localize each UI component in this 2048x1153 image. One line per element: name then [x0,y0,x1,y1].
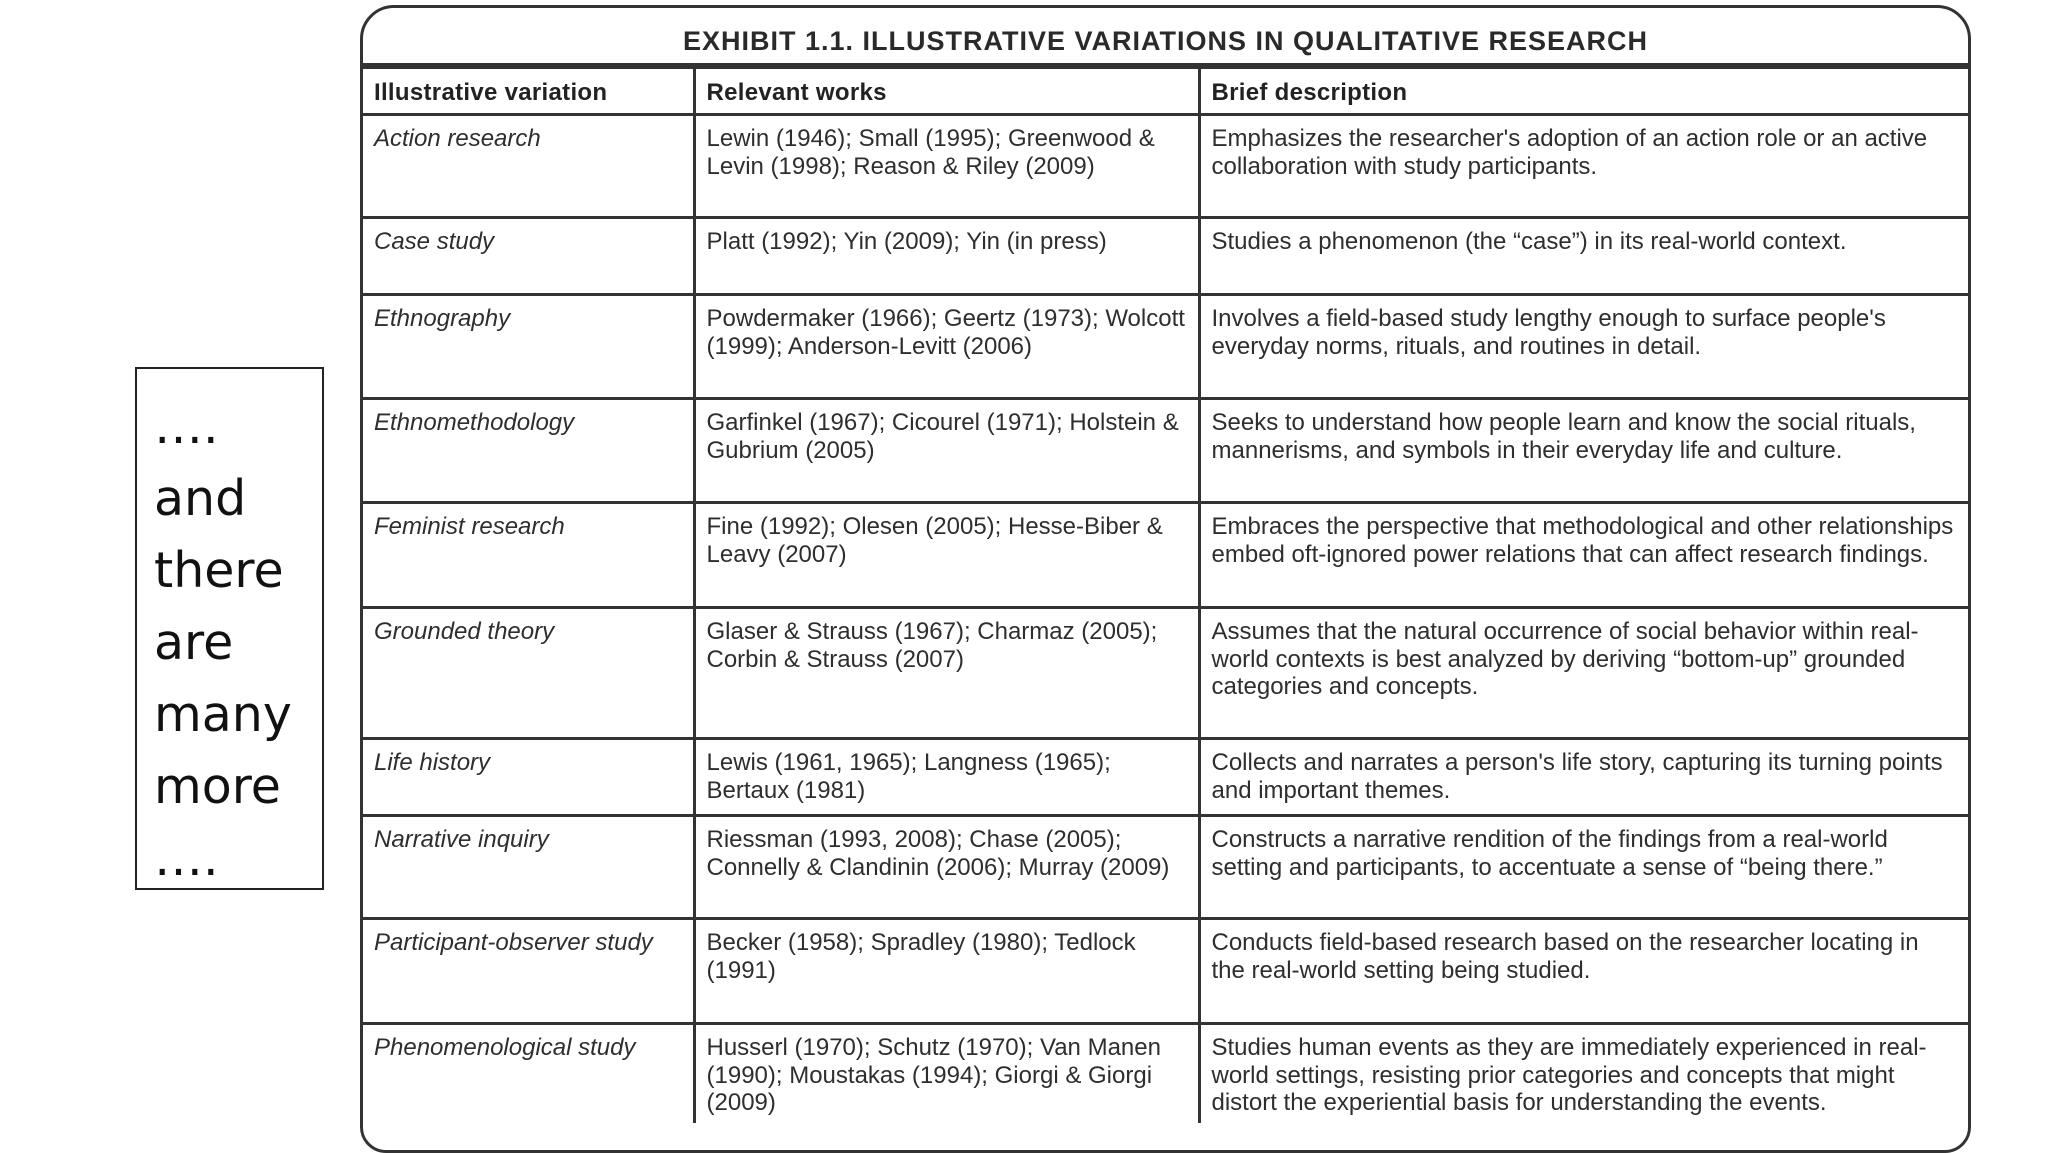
side-note-line: many [154,686,292,743]
description-cell: Seeks to understand how people learn and know the social rituals, mannerisms, and symbols in their everyday life and culture. [1199,399,1968,503]
side-note-line: there [154,542,284,599]
variation-cell: Action research [363,115,694,218]
description-cell: Conducts field-based research based on the researcher locating in the real-world setting being studied. [1199,919,1968,1024]
table-row [363,919,1968,1024]
table-row [363,739,1968,816]
exhibit-title: EXHIBIT 1.1. ILLUSTRATIVE VARIATIONS IN QUALITATIVE RESEARCH [363,8,1968,66]
description-cell: Assumes that the natural occurrence of social behavior within real-world contexts is best analyzed by deriving “bottom-up” grounded categories and concepts. [1199,608,1968,739]
variation-cell: Grounded theory [363,608,694,739]
variation-cell: Case study [363,218,694,295]
variation-cell: Feminist research [363,503,694,608]
table-header-row [363,68,1968,115]
variation-cell: Phenomenological study [363,1024,694,1123]
table-row [363,816,1968,919]
exhibit-table [363,66,1968,1123]
variation-cell: Participant-observer study [363,919,694,1024]
header-brief-description: Brief description [1199,68,1968,115]
description-cell: Embraces the perspective that methodological and other relationships embed oft-ignored power relations that can affect research findings. [1199,503,1968,608]
header-relevant-works: Relevant works [694,68,1199,115]
header-illustrative-variation: Illustrative variation [363,68,694,115]
works-cell: Garfinkel (1967); Cicourel (1971); Holstein & Gubrium (2005) [694,399,1199,503]
exhibit-table-frame [360,5,1971,1153]
description-cell: Emphasizes the researcher's adoption of an action role or an active collaboration with study participants. [1199,115,1968,218]
description-cell: Studies human events as they are immediately experienced in real-world settings, resisting prior categories and concepts that might distort the experiential basis for understanding the events. [1199,1024,1968,1123]
side-note-line: …. [154,830,219,887]
works-cell: Lewis (1961, 1965); Langness (1965); Bertaux (1981) [694,739,1199,816]
side-note-line: and [154,470,247,527]
table-row [363,115,1968,218]
variation-cell: Ethnomethodology [363,399,694,503]
table-row [363,399,1968,503]
table-row [363,218,1968,295]
works-cell: Husserl (1970); Schutz (1970); Van Manen (1990); Moustakas (1994); Giorgi & Giorgi (2009) [694,1024,1199,1123]
variation-cell: Narrative inquiry [363,816,694,919]
variation-cell: Ethnography [363,295,694,399]
description-cell: Constructs a narrative rendition of the findings from a real-world setting and participants, to accentuate a sense of “being there.” [1199,816,1968,919]
table-row [363,295,1968,399]
works-cell: Becker (1958); Spradley (1980); Tedlock (1991) [694,919,1199,1024]
works-cell: Lewin (1946); Small (1995); Greenwood & Levin (1998); Reason & Riley (2009) [694,115,1199,218]
description-cell: Involves a field-based study lengthy enough to surface people's everyday norms, rituals, and routines in detail. [1199,295,1968,399]
works-cell: Fine (1992); Olesen (2005); Hesse-Biber & Leavy (2007) [694,503,1199,608]
side-note-line: are [154,614,234,671]
works-cell: Platt (1992); Yin (2009); Yin (in press) [694,218,1199,295]
side-note-line: …. [154,398,219,455]
works-cell: Glaser & Strauss (1967); Charmaz (2005); Corbin & Strauss (2007) [694,608,1199,739]
table-row [363,1024,1968,1123]
description-cell: Studies a phenomenon (the “case”) in its real-world context. [1199,218,1968,295]
variation-cell: Life history [363,739,694,816]
side-note-line: more [154,758,281,815]
side-note-box [135,367,324,890]
works-cell: Powdermaker (1966); Geertz (1973); Wolcott (1999); Anderson-Levitt (2006) [694,295,1199,399]
works-cell: Riessman (1993, 2008); Chase (2005); Connelly & Clandinin (2006); Murray (2009) [694,816,1199,919]
description-cell: Collects and narrates a person's life story, capturing its turning points and important themes. [1199,739,1968,816]
table-row [363,608,1968,739]
table-row [363,503,1968,608]
